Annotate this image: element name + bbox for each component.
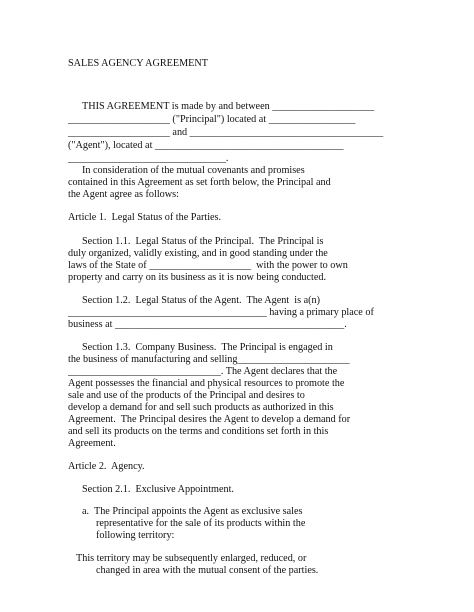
article-1-heading: Article 1. Legal Status of the Parties. (68, 212, 222, 223)
consideration-line: In consideration of the mutual covenants and promises (82, 165, 305, 176)
item-a-line: following territory: (96, 530, 175, 541)
section-1-3-line: Section 1.3. Company Business. The Principal is engaged in (82, 342, 333, 353)
section-1-1-line: laws of the State of ____________________ with the power to own (68, 260, 348, 271)
section-1-2-line: Section 1.2. Legal Status of the Agent. The Agent is a(n) (82, 295, 321, 306)
section-1-1-line: property and carry on its business as it is now being conducted. (68, 272, 327, 283)
section-1-3-line: develop a demand for and sell such products as authorized in this (68, 402, 334, 413)
article-2-heading: Article 2. Agency. (68, 461, 145, 472)
document-title: SALES AGENCY AGREEMENT (68, 58, 208, 69)
item-a-line: a. The Principal appoints the Agent as exclusive sales (82, 506, 303, 517)
intro-line: ("Agent"), located at _____________________________________ (68, 140, 344, 151)
section-1-1-line: duly organized, validly existing, and in good standing under the (68, 248, 328, 259)
intro-line: ____________________ ("Principal") located at _________________ (68, 114, 356, 125)
intro-line: ____________________ and ______________________________________ (68, 127, 384, 138)
section-1-3-line: Agreement. (68, 438, 116, 449)
consideration-line: contained in this Agreement as set forth below, the Principal and (68, 177, 331, 188)
section-1-3-line: Agent possesses the financial and physical resources to promote the (68, 378, 345, 389)
section-1-3-line: the business of manufacturing and selling______________________ (68, 354, 350, 365)
item-a-line: representative for the sale of its products within the (96, 518, 306, 529)
section-2-1-heading: Section 2.1. Exclusive Appointment. (82, 484, 234, 495)
consideration-line: the Agent agree as follows: (68, 189, 179, 200)
section-1-3-line: and sell its products on the terms and conditions set forth in this (68, 426, 329, 437)
section-1-2-line: _______________________________________ having a primary place of (68, 307, 374, 318)
section-1-2-line: business at _____________________________________________. (68, 319, 347, 330)
section-1-3-line: Agreement. The Principal desires the Agent to develop a demand for (68, 414, 351, 425)
section-1-1-line: Section 1.1. Legal Status of the Principal. The Principal is (82, 236, 324, 247)
intro-line: THIS AGREEMENT is made by and between ____________________ (82, 101, 375, 112)
intro-line: _______________________________. (68, 153, 229, 164)
territory-line: changed in area with the mutual consent of the parties. (96, 565, 319, 576)
section-1-3-line: ______________________________. The Agent declares that the (68, 366, 338, 377)
section-1-3-line: sale and use of the products of the Principal and desires to (68, 390, 305, 401)
territory-line: This territory may be subsequently enlarged, reduced, or (76, 553, 307, 564)
